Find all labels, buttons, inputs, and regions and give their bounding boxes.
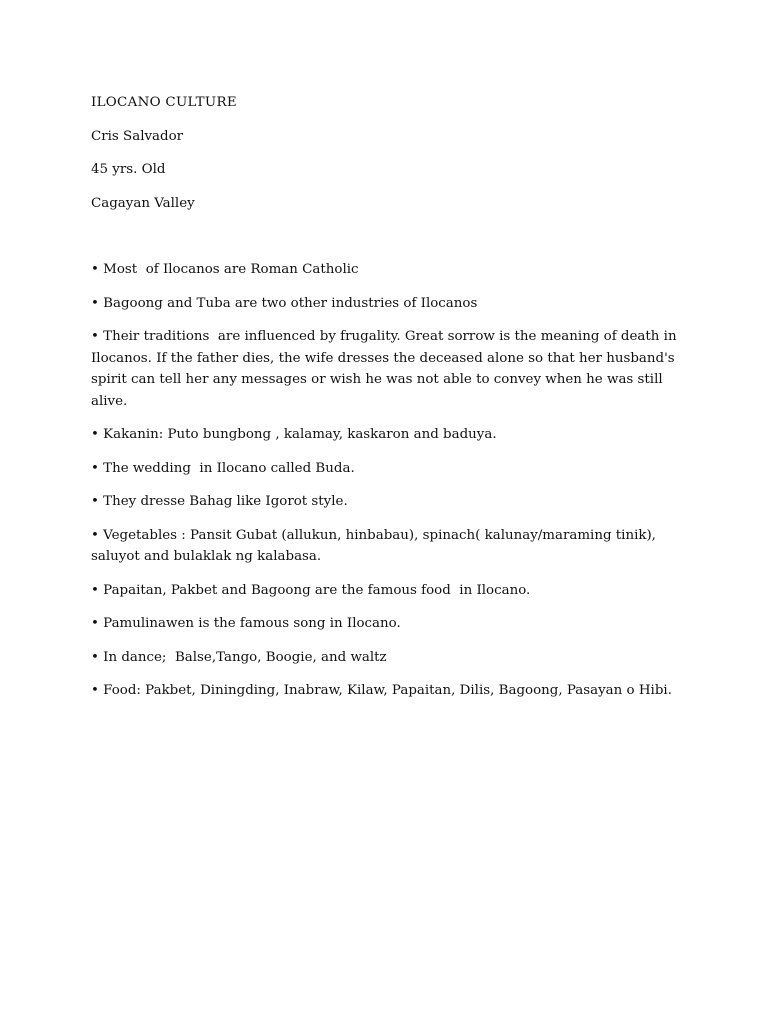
bullet-list (91, 259, 681, 702)
author-location: Cagayan Valley (91, 195, 195, 211)
bullet-item-famous-food: • Papaitan, Pakbet and Bagoong are the famous food in Ilocano. (91, 582, 531, 598)
bullet-item-traditions: • Their traditions are influenced by frugality. Great sorrow is the meaning of death in Ilocanos. If the father dies, the wife dresses the deceased alone so that her husband's spirit can tell her any messages or wish he was not able to convey when he was still alive. (91, 329, 681, 409)
author-name: Cris Salvador (91, 128, 184, 144)
bullet-item-vegetables: • Vegetables : Pansit Gubat (allukun, hinbabau), spinach( kalunay/maraming tinik), saluyot and bulaklak ng kalabasa. (91, 527, 661, 564)
bullet-item-religion: • Most of Ilocanos are Roman Catholic (91, 262, 359, 277)
bullet-item-dress: • They dresse Bahag like Igorot style. (91, 494, 348, 509)
bullet-item-food: • Food: Pakbet, Diningding, Inabraw, Kilaw, Papaitan, Dilis, Bagoong, Pasayan o Hibi. (91, 683, 672, 698)
section-gap (91, 226, 681, 259)
bullet-item-wedding: • The wedding in Ilocano called Buda. (91, 460, 355, 476)
bullet-item-kakanin: • Kakanin: Puto bungbong , kalamay, kaskaron and baduya. (91, 427, 497, 442)
bullet-item-dance: • In dance; Balse,Tango, Boogie, and waltz (91, 649, 387, 665)
author-age: 45 yrs. Old (91, 162, 166, 177)
document-page (91, 92, 681, 714)
document-title: ILOCANO CULTURE (91, 95, 237, 110)
bullet-item-song: • Pamulinawen is the famous song in Ilocano. (91, 616, 401, 631)
bullet-item-industries: • Bagoong and Tuba are two other industries of Ilocanos (91, 295, 478, 311)
